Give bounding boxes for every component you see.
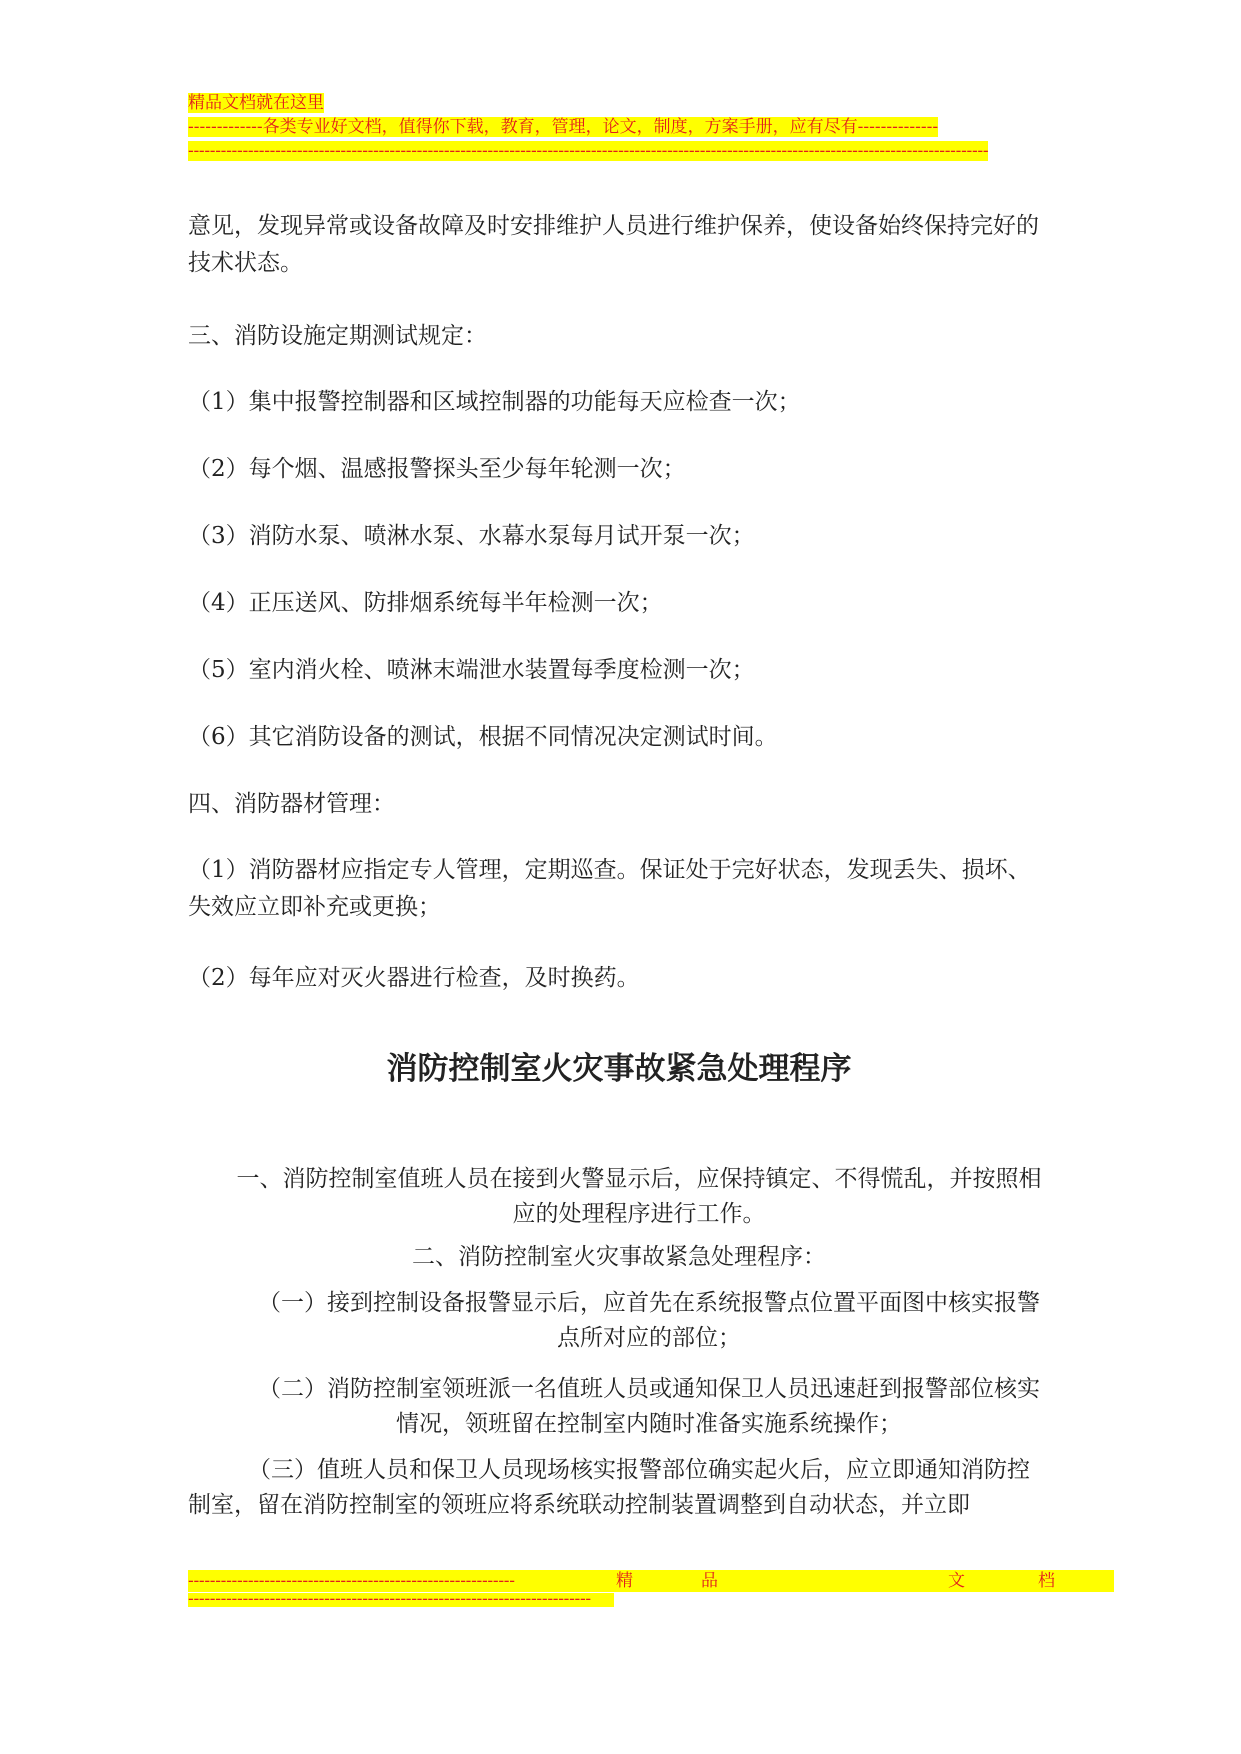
section-4-heading: 四、消防器材管理： xyxy=(188,791,395,817)
procedure-step-2: （二）消防控制室领班派一名值班人员或通知保卫人员迅速赶到报警部位核实情况，领班留在控制室内随时准备实施系统操作； xyxy=(258,1376,1040,1437)
footer-char: 精 xyxy=(616,1571,633,1591)
header-banner-tagline: -------------各类专业好文档，值得你下载，教育，管理，论文，制度，方案手册，应有尽有-------------- xyxy=(188,117,939,137)
section-3-heading: 三、消防设施定期测试规定： xyxy=(188,323,487,349)
section-3-item: （3）消防水泵、喷淋水泵、水幕水泵每月试开泵一次； xyxy=(188,523,755,549)
section-3-item: （6）其它消防设备的测试，根据不同情况决定测试时间。 xyxy=(188,724,778,750)
footer-char: 品 xyxy=(701,1571,718,1591)
section-3-item: （4）正压送风、防排烟系统每半年检测一次； xyxy=(188,590,663,616)
header-dash-line: --------------------------------------------------------------------------------------------------------------------------------------------------- xyxy=(188,141,989,161)
procedure-step-3: （三）值班人员和保卫人员现场核实报警部位确实起火后，应立即通知消防控制室，留在消防控制室的领班应将系统联动控制装置调整到自动状态，并立即 xyxy=(188,1457,1030,1518)
section-3-item: （2）每个烟、温感报警探头至少每年轮测一次； xyxy=(188,456,686,482)
procedure-paragraph-2: 二、消防控制室火灾事故紧急处理程序： xyxy=(412,1244,826,1270)
section-3-item: （5）室内消火栓、喷淋末端泄水装置每季度检测一次； xyxy=(188,657,755,683)
footer-dash-line-2: -------------------------------------------------------------------------- xyxy=(188,1593,614,1607)
procedure-title: 消防控制室火灾事故紧急处理程序 xyxy=(386,1051,852,1087)
footer-char: 文 xyxy=(948,1571,965,1591)
body-paragraph-continued: 意见，发现异常或设备故障及时安排维护人员进行维护保养，使设备始终保持完好的技术状态。 xyxy=(188,213,1039,276)
procedure-paragraph-1: 一、消防控制室值班人员在接到火警显示后，应保持镇定、不得慌乱，并按照相应的处理程序进行工作。 xyxy=(236,1166,1042,1227)
section-4-item: （2）每年应对灭火器进行检查，及时换药。 xyxy=(188,965,640,991)
section-4-item: （1）消防器材应指定专人管理，定期巡查。保证处于完好状态，发现丢失、损坏、失效应立即补充或更换； xyxy=(188,857,1031,920)
header-banner-title: 精品文档就在这里 xyxy=(188,93,324,113)
procedure-step-1: （一）接到控制设备报警显示后，应首先在系统报警点位置平面图中核实报警点所对应的部位； xyxy=(258,1290,1040,1351)
section-3-item: （1）集中报警控制器和区域控制器的功能每天应检查一次； xyxy=(188,389,801,415)
footer-banner xyxy=(188,1570,1114,1592)
footer-char: 档 xyxy=(1038,1571,1055,1591)
footer-dash-line: ------------------------------------------------------------ xyxy=(188,1571,515,1591)
